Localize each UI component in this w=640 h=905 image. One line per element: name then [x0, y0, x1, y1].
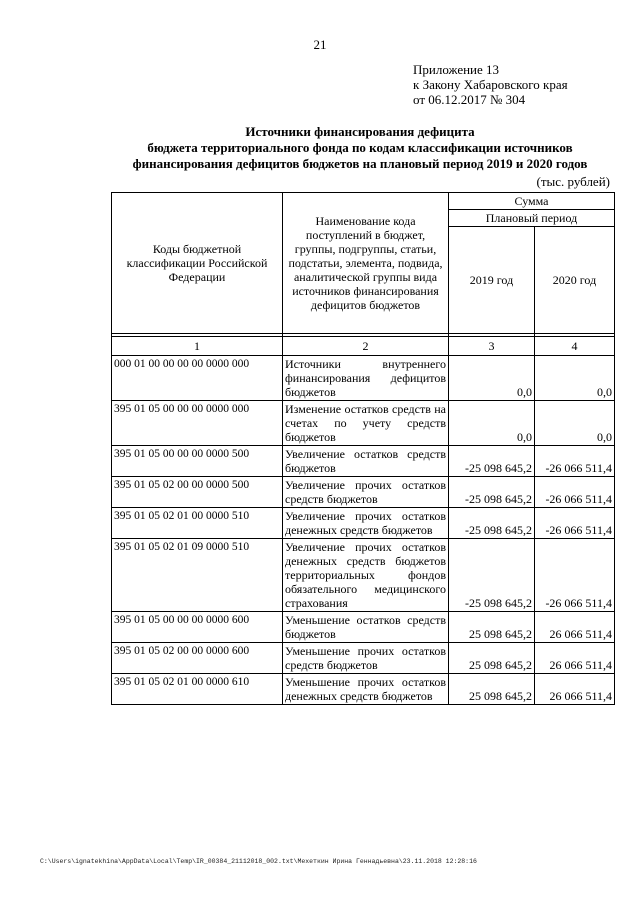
row-code: 395 01 05 02 01 09 0000 510	[112, 539, 283, 612]
row-code: 395 01 05 00 00 00 0000 000	[112, 401, 283, 446]
col-number-1: 1	[112, 337, 283, 356]
sources-table	[111, 192, 615, 705]
row-amount-2019: 25 098 645,2	[449, 674, 535, 705]
row-amount-2019: 0,0	[449, 401, 535, 446]
table-row	[112, 612, 615, 643]
table-row	[112, 539, 615, 612]
annex-line-3: от 06.12.2017 № 304	[413, 92, 526, 107]
row-amount-2020: -26 066 511,4	[535, 508, 615, 539]
row-code: 395 01 05 00 00 00 0000 500	[112, 446, 283, 477]
row-name: Увеличение прочих остатков денежных средств бюджетов территориальных фондов обязательного медицинского страхования	[283, 539, 449, 612]
row-code: 395 01 05 02 00 00 0000 500	[112, 477, 283, 508]
row-name: Изменение остатков средств на счетах по учету средств бюджетов	[283, 401, 449, 446]
header-year-2019: 2019 год	[449, 227, 535, 334]
row-amount-2020: -26 066 511,4	[535, 477, 615, 508]
header-name: Наименование кода поступлений в бюджет, группы, подгруппы, статьи, подстатьи, элемента, подвида, аналитической группы вида источников финансирования дефицитов бюджетов	[283, 193, 449, 334]
row-code: 395 01 05 02 01 00 0000 510	[112, 508, 283, 539]
file-path-footer: C:\Users\ignatekhina\AppData\Local\Temp\IR_00384_21112018_002.txt\Мехеткин Ирина Геннадьевна\23.11.2018 12:28:16	[40, 858, 477, 865]
row-name: Увеличение прочих остатков средств бюджетов	[283, 477, 449, 508]
units-label: (тыс. рублей)	[536, 174, 610, 189]
page-number: 21	[313, 37, 327, 52]
row-name: Уменьшение прочих остатков средств бюджетов	[283, 643, 449, 674]
row-name: Уменьшение прочих остатков денежных средств бюджетов	[283, 674, 449, 705]
header-codes: Коды бюджетной классификации Российской Федерации	[112, 193, 283, 334]
row-amount-2020: 0,0	[535, 356, 615, 401]
row-amount-2019: 0,0	[449, 356, 535, 401]
row-amount-2019: 25 098 645,2	[449, 643, 535, 674]
title-line-2: бюджета территориального фонда по кодам классификации источников	[147, 140, 573, 155]
row-amount-2020: 26 066 511,4	[535, 674, 615, 705]
row-amount-2019: -25 098 645,2	[449, 446, 535, 477]
row-amount-2019: 25 098 645,2	[449, 612, 535, 643]
row-name: Увеличение прочих остатков денежных средств бюджетов	[283, 508, 449, 539]
annex-line-2: к Закону Хабаровского края	[413, 77, 568, 92]
table-row	[112, 643, 615, 674]
row-amount-2019: -25 098 645,2	[449, 539, 535, 612]
row-amount-2019: -25 098 645,2	[449, 508, 535, 539]
row-name: Источники внутреннего финансирования дефицитов бюджетов	[283, 356, 449, 401]
row-amount-2020: 26 066 511,4	[535, 612, 615, 643]
document-title	[100, 124, 620, 172]
table-row	[112, 446, 615, 477]
title-line-1: Источники финансирования дефицита	[245, 124, 475, 139]
row-name: Уменьшение остатков средств бюджетов	[283, 612, 449, 643]
col-number-4: 4	[535, 337, 615, 356]
header-year-2020: 2020 год	[535, 227, 615, 334]
table-row	[112, 356, 615, 401]
row-amount-2020: -26 066 511,4	[535, 539, 615, 612]
row-code: 395 01 05 02 00 00 0000 600	[112, 643, 283, 674]
row-code: 000 01 00 00 00 00 0000 000	[112, 356, 283, 401]
row-code: 395 01 05 02 01 00 0000 610	[112, 674, 283, 705]
annex-block	[413, 62, 568, 107]
row-amount-2019: -25 098 645,2	[449, 477, 535, 508]
col-number-2: 2	[283, 337, 449, 356]
row-code: 395 01 05 00 00 00 0000 600	[112, 612, 283, 643]
table-row	[112, 401, 615, 446]
row-amount-2020: -26 066 511,4	[535, 446, 615, 477]
table-row	[112, 508, 615, 539]
table-row	[112, 674, 615, 705]
table-row	[112, 477, 615, 508]
row-amount-2020: 0,0	[535, 401, 615, 446]
annex-line-1: Приложение 13	[413, 62, 500, 77]
col-number-3: 3	[449, 337, 535, 356]
header-sum: Сумма	[449, 193, 615, 210]
header-planned-period: Плановый период	[449, 210, 615, 227]
title-line-3: финансирования дефицитов бюджетов на плановый период 2019 и 2020 годов	[132, 156, 588, 171]
row-amount-2020: 26 066 511,4	[535, 643, 615, 674]
row-name: Увеличение остатков средств бюджетов	[283, 446, 449, 477]
